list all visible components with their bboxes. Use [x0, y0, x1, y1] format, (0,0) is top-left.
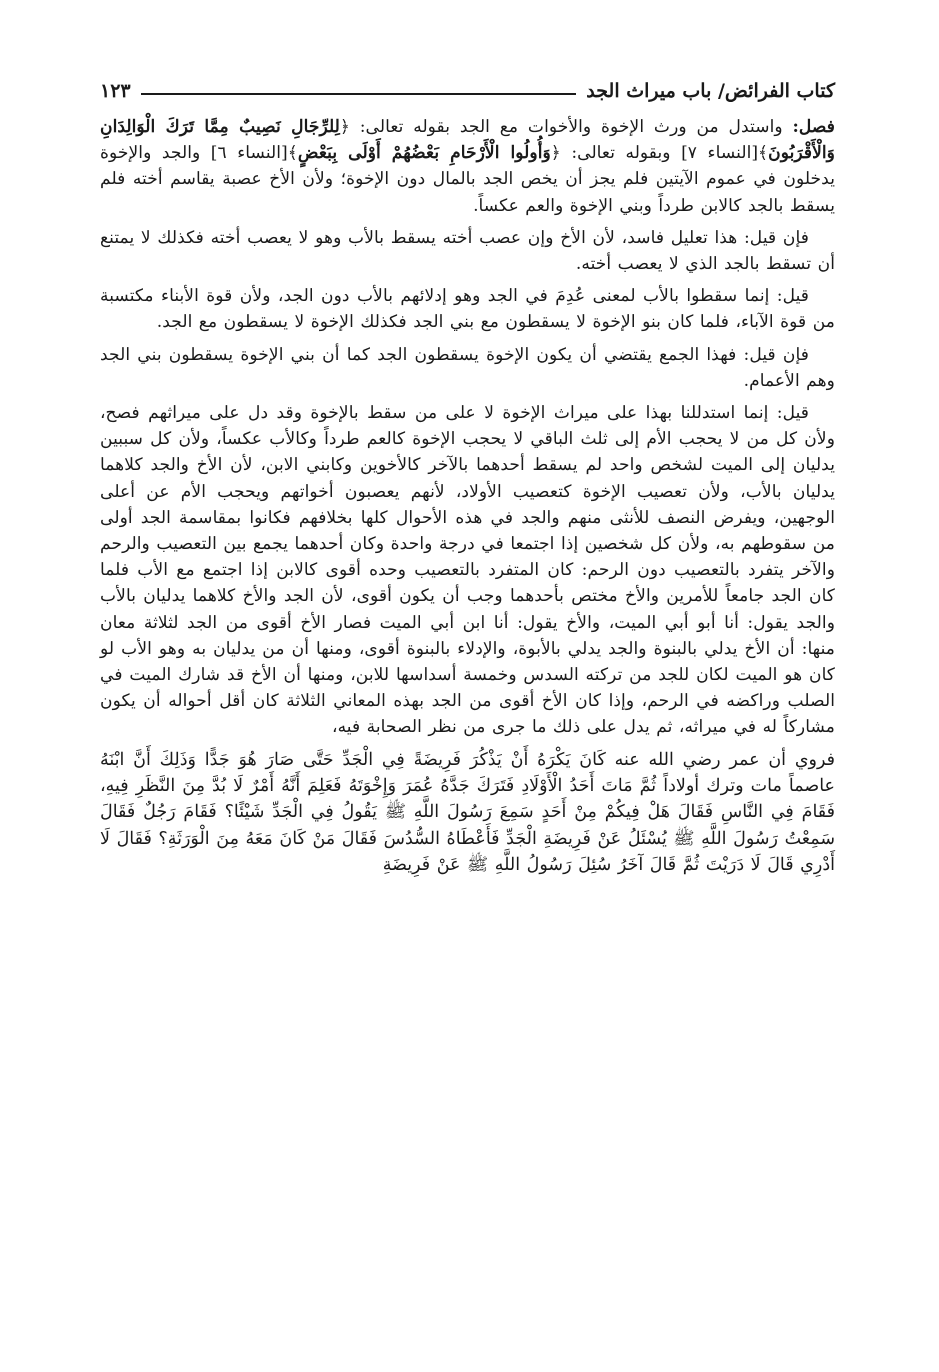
paragraph-reply-2: قيل: إنما استدللنا بهذا على ميراث الإخوة لا على من سقط بالإخوة وقد دل على ميراثهم فصح، ولأن كل من لا يحجب الأم إلى ثلث الباقي لا يحجب الإخوة كالعم طرداً وكالأب عكساً، ولأن كل سببين يدليان إلى الميت لشخص واحد لم يسقط أحدهما بالآخر كالأخوين وكابني الابن، لأن الأخ والجد كلاهما يدليان بالأب، ولأن تعصيب الإخوة كتعصيب الأولاد، لأنهم يعصبون أخواتهم ويحجب الأم عن أعلى الوجهين، ويفرض النصف للأنثى منهم والجد في هذه الأحوال كلها بخلافهم فكانوا بمقاسمة الجد أولى من سقوطهم به، ولأن كل شخصين إذا اجتمعا في درجة واحدة وكان أحدهما يجمع بين التعصيب والرحم والآخر يتفرد بالتعصيب دون الرحم: كان المتفرد بالتعصيب وحده أقوى كالابن إذا اجتمع مع الأب فلما كان الجد جامعاً للأمرين والأخ مختص بأحدهما وجب أن يكون أقوى، لأن الجد والأخ كلاهما يدليان بالأب والجد يقول: أنا أبو أبي الميت، والأخ يقول: أنا ابن أبي الميت فصار الأخ أقوى من الجد لثلاثة معان منها: أن الأخ يدلي بالبنوة والجد يدلي بالأبوة، والإدلاء بالبنوة أقوى، ومنها أن من يدليان به وهو الأب لو كان هو الميت لكان للجد من تركته السدس وخمسة أسداسها للابن، ومنها أن الأخ قد شارك الميت في الصلب وراكضه في الرحم، وإذا كان الأخ أقوى من الجد بهذه المعاني الثلاثة كان أقل أحواله أن يكون مشاركاً له في ميراثه، ثم يدل على ذلك ما جرى من نظر الصحابة فيه، — [100, 403, 835, 738]
paragraph-text: فروي أن عمر رضي الله عنه — [605, 749, 835, 770]
paragraph-fasl — [100, 114, 835, 219]
header-rule — [141, 93, 577, 95]
paragraph-text: واستدل من ورث الإخوة والأخوات مع الجد بقوله تعالى: ﴿ — [339, 117, 793, 137]
paragraph-hadith — [100, 747, 835, 879]
section-lead: فصل: — [792, 117, 835, 137]
running-title: كتاب الفرائض/ باب ميراث الجد — [586, 80, 835, 102]
paragraph-text: ﴾[النساء ٦] والجد والإخوة يدخلون في عموم الآيتين فلم يجز أن يخص الجد بالمال دون الإخوة؛ ولأن الأخ عصبة يقاسم أخته فلم يسقط بالجد كالابن طرداً وبني الإخوة والعم عكساً. — [100, 143, 835, 216]
quran-verse: وَأُولُوا الْأَرْحَامِ بَعْضُهُمْ أَوْلَى بِبَعْضٍ — [297, 143, 551, 164]
paragraph-text: عاصماً مات وترك أولاداً — [656, 776, 835, 797]
book-page — [100, 68, 835, 885]
hadith-text: ثُمَّ مَاتَ أَحَدُ الْأَوْلَادِ فَتَرَكَ جَدَّهُ عُمَرَ وَإِخْوَتَهُ فَعَلِمَ أَنَّهُ أَمْرٌ لَا بُدَّ مِنَ النَّظَرِ فِيهِ، فَقَامَ فِي النَّاسِ فَقَالَ هَلْ فِيكُمْ مِنْ أَحَدٍ سَمِعَ رَسُولَ اللَّهِ ﷺ يَقُولُ فِي الْجَدِّ شَيْئًا؟ فَقَامَ رَجُلٌ فَقَالَ سَمِعْتُ رَسُولَ اللَّهِ ﷺ يُسْئَلُ عَنْ فَرِيضَةِ الْجَدِّ فَأَعْطَاهُ السُّدُسَ فَقَالَ مَنْ كَانَ مَعَهُ مِنَ الْوَرَثَةِ؟ فَقَالَ لَا أَدْرِي قَالَ لَا دَرَيْتَ ثُمَّ قَالَ آخَرُ سُئِلَ رَسُولُ اللَّهِ ﷺ عَنْ فَرِيضَةِ — [100, 776, 835, 876]
paragraph-objection-1: فإن قيل: هذا تعليل فاسد، لأن الأخ وإن عصب أخته يسقط بالأب وهو لا يعصب أخته فكذلك لا يمتنع أن تسقط بالجد الذي لا يعصب أخته. — [100, 227, 835, 275]
page-number: ١٢٣ — [100, 80, 131, 102]
hadith-text: كَانَ يَكْرَهُ أَنْ يَذْكُرَ فَرِيضَةً فِي الْجَدِّ حَتَّى صَارَ هُوَ جَدًّا وَذَلِكَ أَنَّ ابْنَهُ — [100, 749, 606, 770]
quran-verse: لِلرِّجَالِ نَصِيبٌ مِمَّا تَرَكَ الْوَالِدَانِ وَالْأَقْرَبُونَ — [100, 117, 835, 164]
paragraph-reply-1: قيل: إنما سقطوا بالأب لمعنى عُدِمَ في الجد وهو إدلائهم بالأب دون الجد، ولأن قوة الأبناء مكتسبة من قوة الآباء، فلما كان بنو الإخوة لا يسقطون مع بني الجد فكذلك الإخوة لا يسقطون مع الجد. — [100, 286, 835, 333]
running-head — [100, 68, 835, 102]
paragraph-text: ﴾[النساء ٧] وبقوله تعالى: ﴿ — [550, 143, 769, 164]
paragraph-objection-2: فإن قيل: فهذا الجمع يقتضي أن يكون الإخوة يسقطون الجد كما أن بني الإخوة يسقطون بني الجد وهم الأعمام. — [100, 344, 835, 391]
